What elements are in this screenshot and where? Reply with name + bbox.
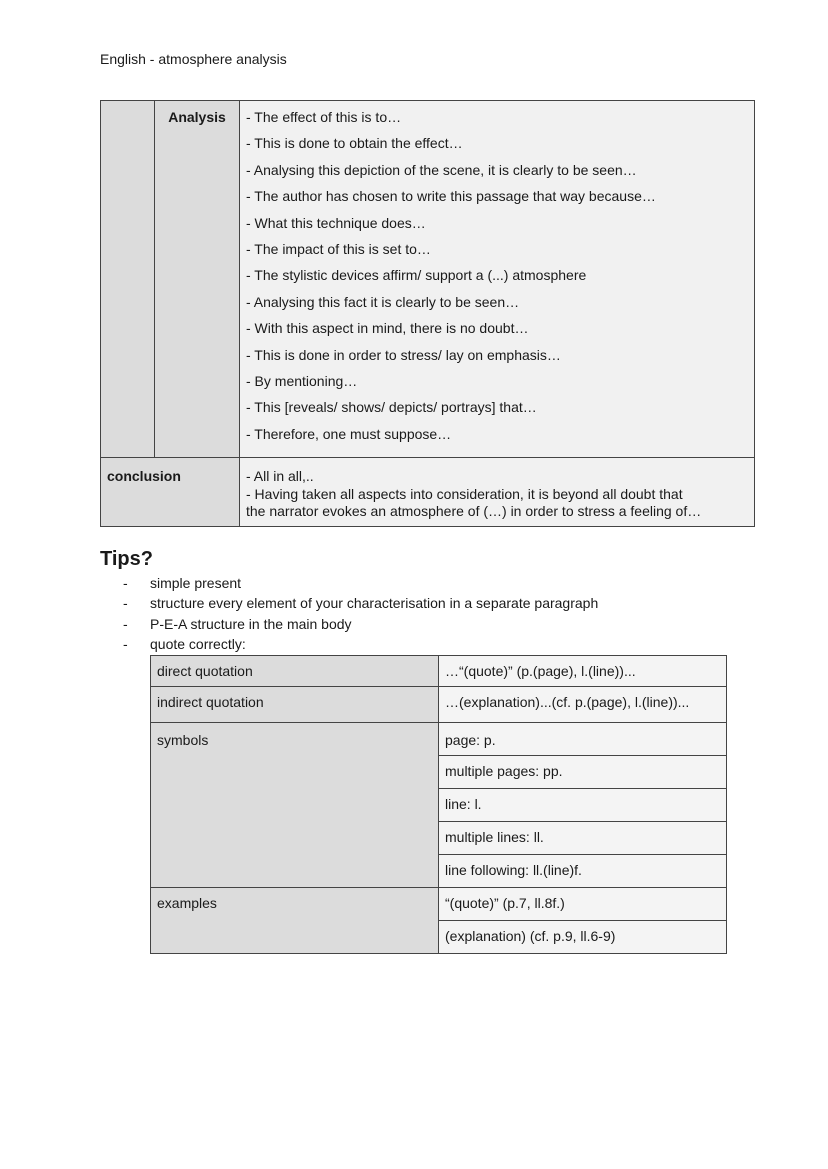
bullet-dash-icon: - bbox=[123, 575, 128, 591]
bullet-dash-icon: - bbox=[123, 635, 128, 652]
symbol-value: page: p. bbox=[439, 723, 727, 756]
quote-row-examples bbox=[151, 888, 727, 921]
phrase-item: - This is done in order to stress/ lay on emphasis… bbox=[246, 346, 561, 363]
tip-text: P-E-A structure in the main body bbox=[150, 615, 352, 632]
quote-row-direct bbox=[151, 656, 727, 687]
phrase-item: - The impact of this is set to… bbox=[246, 240, 431, 257]
quotation-table bbox=[150, 655, 727, 954]
phrase-item: - By mentioning… bbox=[246, 372, 358, 389]
quote-row-indirect bbox=[151, 687, 727, 723]
examples-term: examples bbox=[151, 888, 439, 954]
tip-text: quote correctly: bbox=[150, 635, 246, 652]
analysis-blank-cell bbox=[101, 101, 155, 458]
conclusion-cell bbox=[240, 458, 755, 527]
phrase-item: - This [reveals/ shows/ depicts/ portrays] that… bbox=[246, 399, 537, 416]
phrase-item: - What this technique does… bbox=[246, 214, 426, 231]
direct-quotation-term: direct quotation bbox=[151, 656, 439, 687]
example-value: “(quote)” (p.7, ll.8f.) bbox=[439, 888, 727, 921]
page-header: English - atmosphere analysis bbox=[100, 51, 287, 67]
phrase-list bbox=[240, 101, 754, 451]
indirect-quotation-format: …(explanation)...(cf. p.(page), l.(line))... bbox=[439, 687, 727, 723]
phrase-item: - The stylistic devices affirm/ support a (...) atmosphere bbox=[246, 267, 587, 284]
phrase-item: - Therefore, one must suppose… bbox=[246, 425, 452, 442]
phrase-item: - This is done to obtain the effect… bbox=[246, 135, 463, 152]
bullet-dash-icon: - bbox=[123, 615, 128, 632]
bullet-dash-icon: - bbox=[123, 595, 128, 612]
symbol-value: multiple lines: ll. bbox=[439, 822, 727, 855]
analysis-row bbox=[101, 101, 755, 458]
direct-quotation-format: …“(quote)” (p.(page), l.(line))... bbox=[439, 656, 727, 687]
conclusion-line: - All in all,.. bbox=[246, 468, 314, 484]
phrase-item: - The author has chosen to write this passage that way because… bbox=[246, 188, 656, 205]
phrase-item: - The effect of this is to… bbox=[246, 109, 402, 125]
conclusion-line: the narrator evokes an atmosphere of (…) in order to stress a feeling of… bbox=[246, 503, 702, 519]
tips-heading: Tips? bbox=[100, 548, 153, 570]
symbol-value: multiple pages: pp. bbox=[439, 756, 727, 789]
symbol-value: line following: ll.(line)f. bbox=[439, 855, 727, 888]
example-value: (explanation) (cf. p.9, ll.6-9) bbox=[439, 921, 727, 954]
conclusion-label: conclusion bbox=[101, 458, 240, 527]
conclusion-line: - Having taken all aspects into consideration, it is beyond all doubt that bbox=[246, 485, 683, 502]
tip-text: simple present bbox=[150, 575, 242, 591]
analysis-label: Analysis bbox=[155, 101, 240, 458]
conclusion-body bbox=[240, 458, 754, 521]
symbol-value: line: l. bbox=[439, 789, 727, 822]
quote-row-symbols bbox=[151, 723, 727, 756]
phrase-item: - Analysing this fact it is clearly to be seen… bbox=[246, 293, 520, 310]
indirect-quotation-term: indirect quotation bbox=[151, 687, 439, 723]
phrase-item: - Analysing this depiction of the scene, it is clearly to be seen… bbox=[246, 161, 637, 178]
analysis-table bbox=[100, 100, 755, 527]
analysis-phrases-cell bbox=[240, 101, 755, 458]
phrase-item: - With this aspect in mind, there is no doubt… bbox=[246, 320, 529, 337]
conclusion-row bbox=[101, 458, 755, 527]
symbols-term: symbols bbox=[151, 723, 439, 888]
tip-text: structure every element of your characterisation in a separate paragraph bbox=[150, 595, 599, 612]
